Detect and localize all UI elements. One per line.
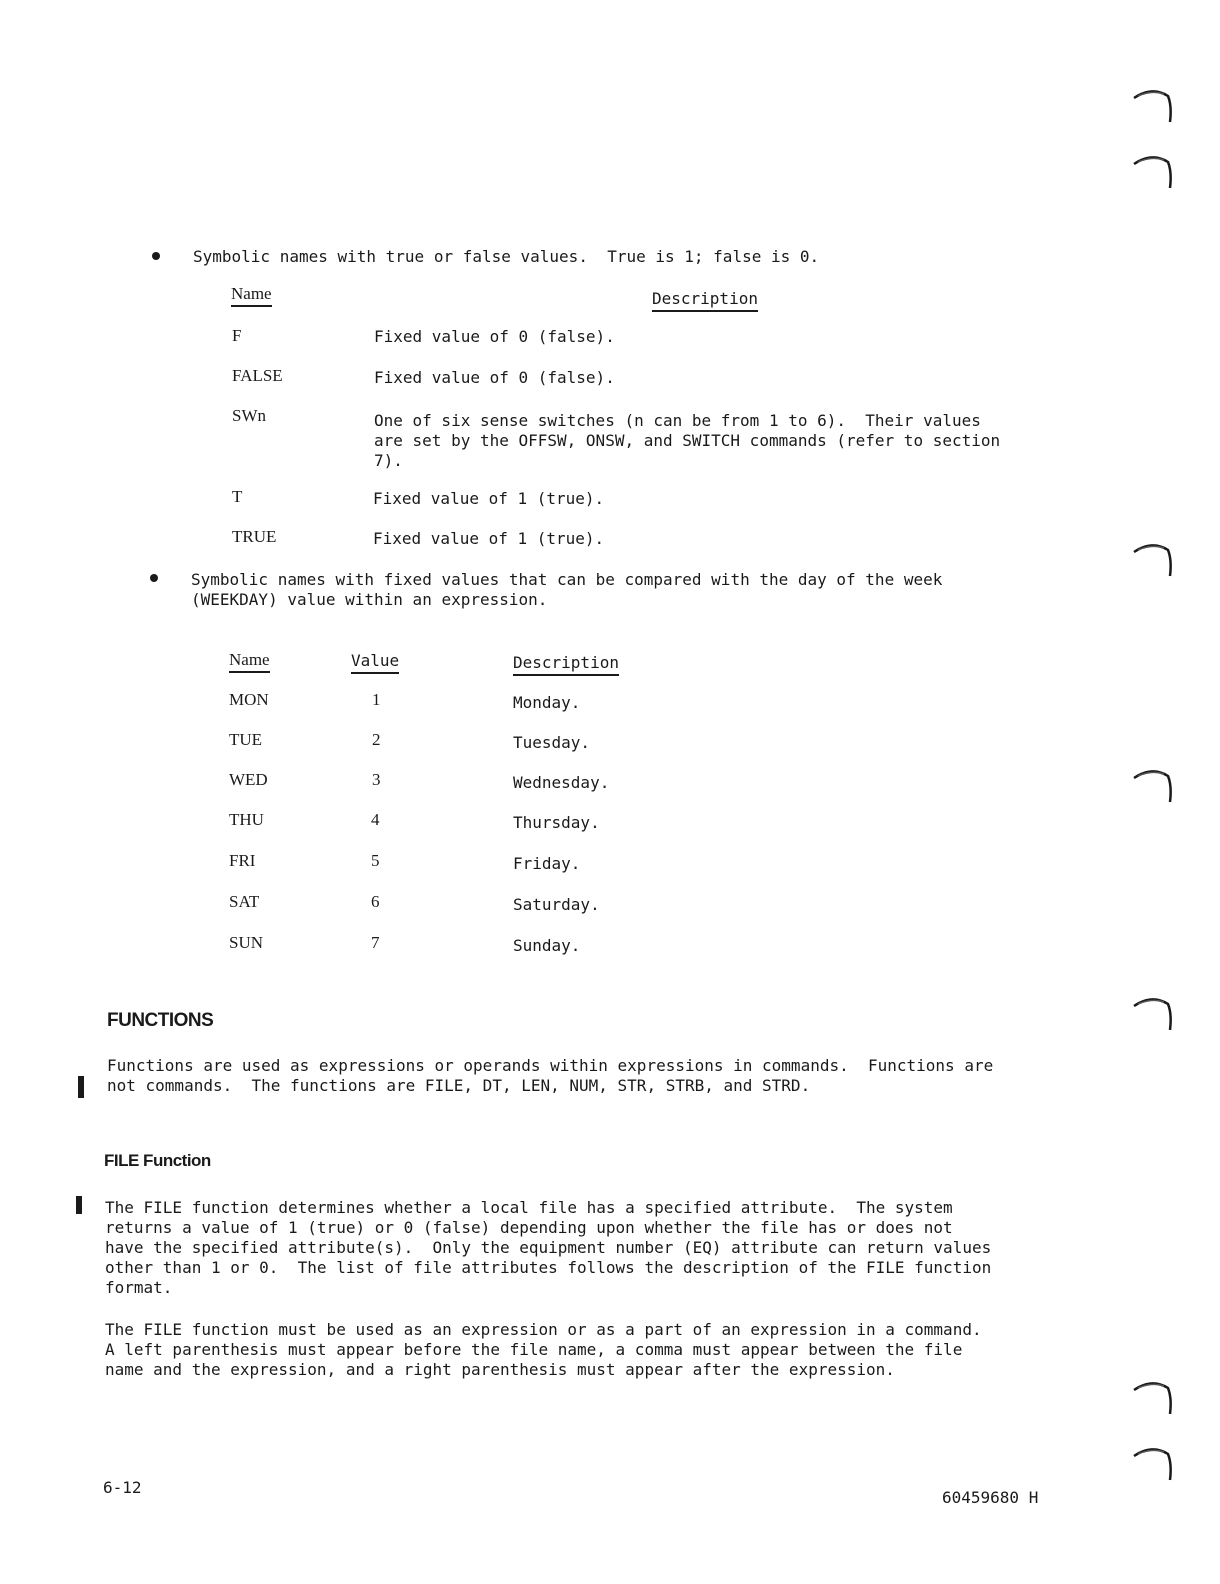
column-header-value: Value	[351, 651, 399, 671]
table-row-value: 4	[371, 810, 380, 829]
column-header-description: Description	[513, 653, 619, 673]
table-row-name: MON	[229, 690, 269, 709]
binder-hole-icon	[1130, 540, 1174, 584]
table-row-value: 2	[372, 730, 381, 749]
table-row-description: Sunday.	[513, 936, 581, 955]
table-row-name: FALSE	[232, 366, 283, 385]
table-row-description: Wednesday.	[513, 773, 610, 792]
table-row-name: THU	[229, 810, 264, 829]
bullet-icon	[150, 574, 158, 582]
table-row-description: Fixed value of 1 (true).	[373, 489, 605, 508]
table-row-name: F	[232, 326, 242, 345]
file-function-paragraph: The FILE function determines whether a local file has a specified attribute. The system returns a value of 1 (true) or 0 (false) depending upon whether the file has or does not have the specified attribute(s). Only the equipment number (EQ) attribute can return values other than 1 or 0. The list of file attributes follows the description of the FILE function format.	[105, 1198, 992, 1297]
table-row-value: 1	[372, 690, 381, 709]
bullet-text: Symbolic names with true or false values. True is 1; false is 0.	[193, 247, 820, 266]
table-row-description: Monday.	[513, 693, 581, 712]
table-row-name: T	[232, 487, 243, 506]
table-row-description: Fixed value of 0 (false).	[374, 327, 615, 346]
table-row-description: Friday.	[513, 854, 581, 873]
table-row-description: Fixed value of 0 (false).	[374, 368, 615, 387]
subsection-heading: FILE Function	[104, 1151, 211, 1170]
table-row-description: Tuesday.	[513, 733, 591, 752]
table-row-name: WED	[229, 770, 268, 789]
binder-hole-icon	[1130, 152, 1174, 196]
document-number: 60459680 H	[942, 1488, 1039, 1507]
table-row-description: Fixed value of 1 (true).	[373, 529, 605, 548]
table-row-value: 5	[371, 851, 380, 870]
table-row-name: FRI	[229, 851, 256, 870]
page-number: 6-12	[103, 1478, 142, 1497]
column-header-description: Description	[652, 289, 758, 309]
binder-hole-icon	[1130, 86, 1174, 130]
column-header-name: Name	[231, 284, 272, 304]
table-row-name: SAT	[229, 892, 260, 911]
table-row-name: TRUE	[232, 527, 277, 546]
binder-hole-icon	[1130, 1378, 1174, 1422]
table-row-value: 6	[371, 892, 380, 911]
binder-hole-icon	[1130, 766, 1174, 810]
table-row-value: 3	[372, 770, 381, 789]
functions-paragraph: Functions are used as expressions or operands within expressions in commands. Functions are not commands. The functions are FILE, DT, LEN, NUM, STR, STRB, and STRD.	[107, 1056, 994, 1095]
change-bar	[78, 1076, 84, 1098]
bullet-icon	[152, 252, 160, 260]
table-row-value: 7	[371, 933, 380, 952]
binder-hole-icon	[1130, 1444, 1174, 1488]
table-row-name: SUN	[229, 933, 264, 952]
table-row-description: Saturday.	[513, 895, 600, 914]
bullet-text: Symbolic names with fixed values that can be compared with the day of the week (WEEKDAY) value within an expression.	[191, 570, 943, 609]
file-function-paragraph: The FILE function must be used as an expression or as a part of an expression in a command. A left parenthesis must appear before the file name, a comma must appear between the file name and the expression, and a right parenthesis must appear after the expression.	[105, 1320, 982, 1379]
column-header-name: Name	[229, 650, 270, 670]
binder-hole-icon	[1130, 994, 1174, 1038]
change-bar	[76, 1196, 82, 1214]
table-row-name: TUE	[229, 730, 263, 749]
table-row-description: Thursday.	[513, 813, 600, 832]
section-heading: FUNCTIONS	[107, 1010, 214, 1031]
table-row-name: SWn	[232, 406, 266, 425]
table-row-description: One of six sense switches (n can be from 1 to 6). Their values are set by the OFFSW, ONSW, and SWITCH commands (refer to section 7).	[374, 411, 1001, 470]
